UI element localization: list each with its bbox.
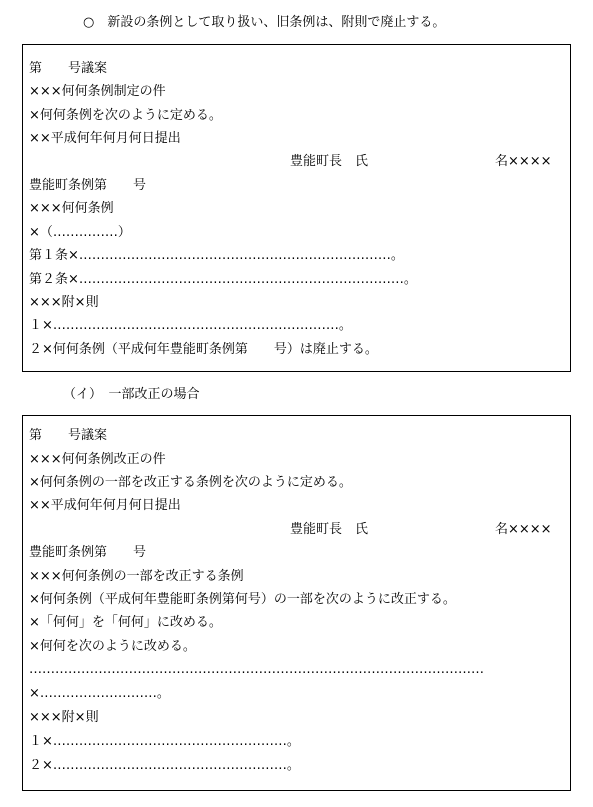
mayor-title: 豊能町長 氏 bbox=[290, 522, 369, 537]
enactment-line: ×何何条例の一部を改正する条例を次のように定める。 bbox=[29, 475, 352, 490]
ordinance-title-line: ×××何何条例の一部を改正する条例 bbox=[29, 569, 244, 584]
mayor-name: 名×××× bbox=[495, 522, 552, 537]
body-dotted-line: …………………………………………………………………………………………… bbox=[29, 662, 484, 677]
heading-partial-amendment: （イ） 一部改正の場合 bbox=[63, 387, 200, 402]
ordinance-number-line: 豊能町条例第 号 bbox=[29, 545, 147, 560]
mayor-name: 名×××× bbox=[495, 154, 552, 169]
heading-new-ordinance: ○ 新設の条例として取り扱い、旧条例は、附則で廃止する。 bbox=[83, 15, 446, 30]
enactment-line: ×何何条例を次のように定める。 bbox=[29, 108, 222, 123]
submission-date-line: ××平成何年何月何日提出 bbox=[29, 131, 181, 146]
caption-line: ×（……………） bbox=[29, 225, 131, 240]
amendment-clause-line: ×何何条例（平成何年豊能町条例第何号）の一部を次のように改正する。 bbox=[29, 592, 456, 607]
bill-title-line: ×××何何条例制定の件 bbox=[29, 84, 166, 99]
replacement-line: ×「何何」を「何何」に改める。 bbox=[29, 615, 222, 630]
supplementary-heading: ×××附×則 bbox=[29, 710, 99, 725]
article-1-line: 第１条×………………………………………………………………。 bbox=[29, 248, 404, 263]
bill-number-line: 第 号議案 bbox=[29, 428, 108, 443]
supplementary-heading: ×××附×則 bbox=[29, 295, 99, 310]
bill-number-line: 第 号議案 bbox=[29, 61, 108, 76]
box-new-ordinance-form bbox=[22, 44, 571, 372]
supplementary-1-line: １×………………………………………………。 bbox=[29, 734, 300, 749]
submission-date-line: ××平成何年何月何日提出 bbox=[29, 498, 181, 513]
ordinance-title-line: ×××何何条例 bbox=[29, 201, 114, 216]
mayor-title: 豊能町長 氏 bbox=[290, 154, 369, 169]
ordinance-number-line: 豊能町条例第 号 bbox=[29, 178, 147, 193]
supplementary-2-line: ２×何何条例（平成何年豊能町条例第 号）は廃止する。 bbox=[29, 342, 378, 357]
supplementary-2-line: ２×………………………………………………。 bbox=[29, 758, 300, 773]
supplementary-1-line: １×…………………………………………………………。 bbox=[29, 318, 352, 333]
box-partial-amendment-form bbox=[22, 415, 571, 791]
body-continuation-line: ×………………………。 bbox=[29, 686, 170, 701]
revision-line: ×何何を次のように改める。 bbox=[29, 639, 196, 654]
bill-title-line: ×××何何条例改正の件 bbox=[29, 452, 166, 467]
article-2-line: 第２条×…………………………………………………………………。 bbox=[29, 272, 417, 287]
